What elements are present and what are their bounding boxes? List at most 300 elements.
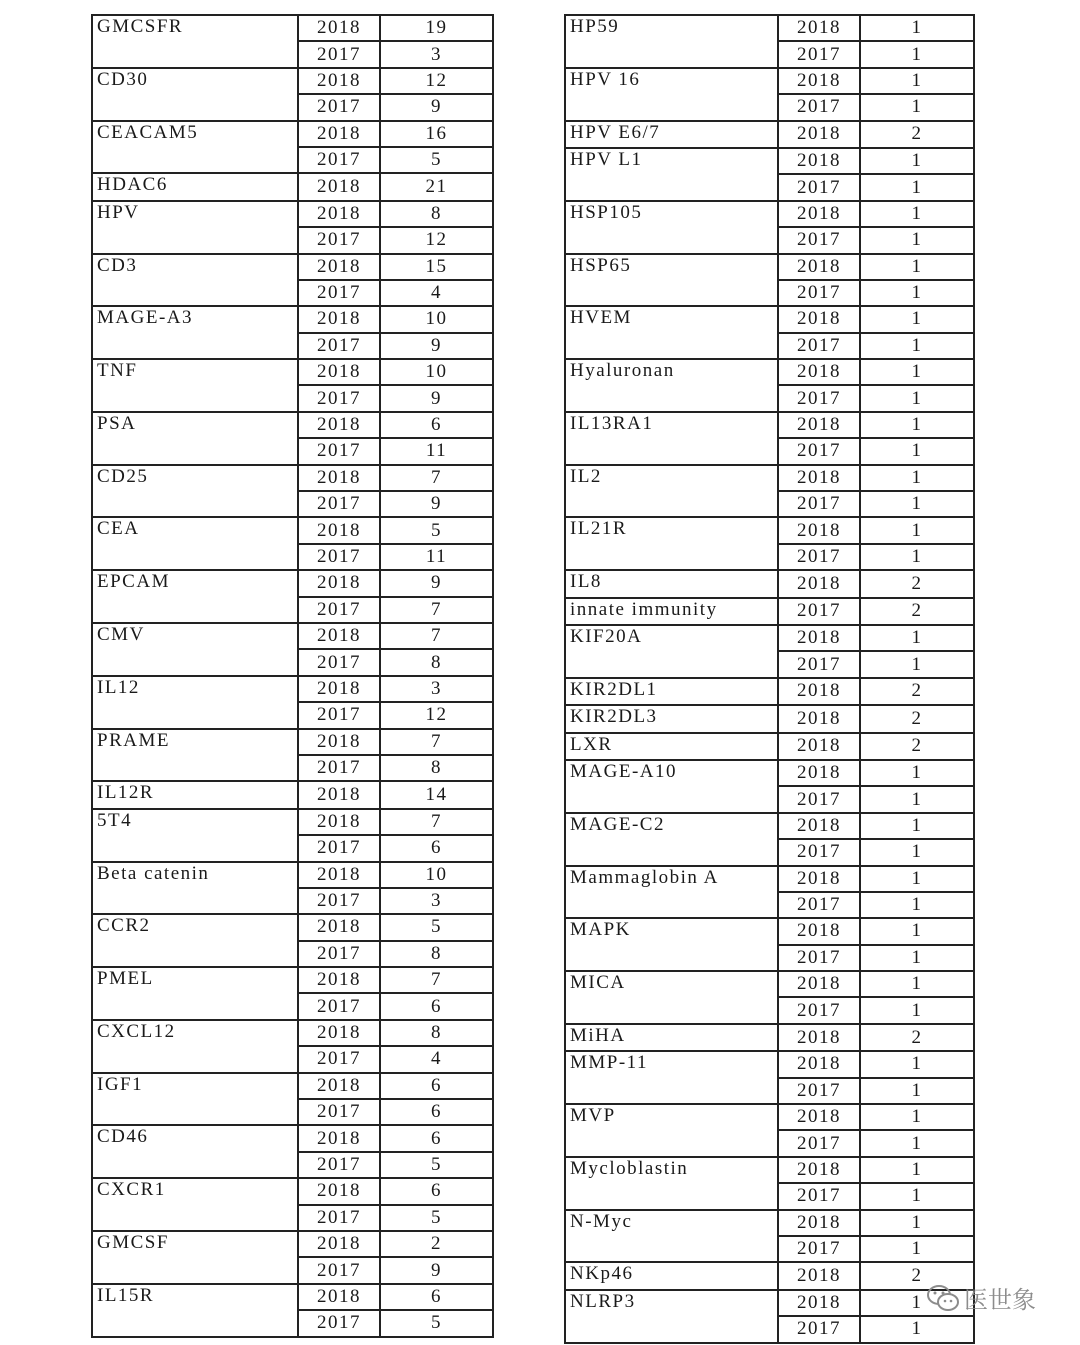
marker-name-cell: CCR2: [92, 914, 298, 967]
year-cell: 2018: [778, 1051, 860, 1077]
count-cell: 1: [860, 544, 974, 570]
table-row: [92, 914, 493, 940]
table-row: [565, 1290, 974, 1316]
marker-name-cell: HVEM: [565, 306, 778, 359]
year-cell: 2018: [298, 676, 380, 702]
year-cell: 2017: [298, 41, 380, 67]
year-cell: 2018: [778, 68, 860, 94]
marker-name-cell: PMEL: [92, 967, 298, 1020]
count-cell: 2: [860, 1262, 974, 1289]
year-cell: 2017: [778, 227, 860, 253]
year-cell: 2017: [298, 1099, 380, 1125]
year-cell: 2018: [298, 781, 380, 808]
count-cell: 3: [380, 888, 493, 914]
year-cell: 2017: [778, 41, 860, 67]
count-cell: 1: [860, 945, 974, 971]
count-cell: 12: [380, 227, 493, 253]
year-cell: 2018: [778, 121, 860, 148]
year-cell: 2018: [778, 1262, 860, 1289]
count-cell: 1: [860, 651, 974, 677]
year-cell: 2018: [778, 971, 860, 997]
marker-name-cell: HSP105: [565, 201, 778, 254]
marker-name-cell: HPV 16: [565, 68, 778, 121]
count-cell: 7: [380, 597, 493, 623]
table-row: [565, 813, 974, 839]
year-cell: 2018: [298, 862, 380, 888]
table-row: [565, 570, 974, 597]
marker-name-cell: Mammaglobin A: [565, 866, 778, 919]
year-cell: 2018: [298, 1178, 380, 1204]
table-row: [92, 1284, 493, 1310]
count-cell: 12: [380, 68, 493, 94]
count-cell: 9: [380, 94, 493, 120]
table-row: [92, 1125, 493, 1151]
year-cell: 2017: [298, 941, 380, 967]
year-cell: 2018: [778, 918, 860, 944]
count-cell: 6: [380, 993, 493, 1019]
year-cell: 2018: [778, 148, 860, 174]
marker-name-cell: CMV: [92, 623, 298, 676]
year-cell: 2017: [298, 1046, 380, 1072]
marker-name-cell: EPCAM: [92, 570, 298, 623]
table-row: [565, 148, 974, 174]
marker-name-cell: MAGE-A3: [92, 306, 298, 359]
count-cell: 1: [860, 359, 974, 385]
count-cell: 1: [860, 971, 974, 997]
marker-name-cell: 5T4: [92, 809, 298, 862]
table-row: [565, 68, 974, 94]
count-cell: 8: [380, 1020, 493, 1046]
count-cell: 16: [380, 121, 493, 147]
year-cell: 2018: [778, 705, 860, 732]
count-cell: 1: [860, 1130, 974, 1156]
marker-name-cell: HSP65: [565, 254, 778, 307]
count-cell: 19: [380, 15, 493, 41]
year-cell: 2017: [298, 993, 380, 1019]
count-cell: 5: [380, 1310, 493, 1336]
year-cell: 2018: [298, 201, 380, 227]
year-cell: 2017: [778, 786, 860, 812]
year-cell: 2017: [778, 892, 860, 918]
count-cell: 5: [380, 517, 493, 543]
marker-name-cell: NKp46: [565, 1262, 778, 1289]
count-cell: 12: [380, 702, 493, 728]
count-cell: 1: [860, 280, 974, 306]
year-cell: 2017: [778, 1130, 860, 1156]
marker-name-cell: CEA: [92, 517, 298, 570]
count-cell: 1: [860, 997, 974, 1023]
count-cell: 7: [380, 729, 493, 755]
count-cell: 2: [380, 1231, 493, 1257]
table-row: [565, 465, 974, 491]
count-cell: 8: [380, 649, 493, 675]
table-row: [92, 359, 493, 385]
count-cell: 6: [380, 1284, 493, 1310]
year-cell: 2018: [298, 570, 380, 596]
marker-name-cell: MVP: [565, 1104, 778, 1157]
marker-name-cell: innate immunity: [565, 598, 778, 625]
table-row: [92, 15, 493, 41]
count-cell: 4: [380, 1046, 493, 1072]
count-cell: 6: [380, 1125, 493, 1151]
count-cell: 1: [860, 201, 974, 227]
count-cell: 2: [860, 1024, 974, 1051]
marker-name-cell: MAGE-C2: [565, 813, 778, 866]
year-cell: 2018: [778, 359, 860, 385]
marker-name-cell: HDAC6: [92, 173, 298, 200]
year-cell: 2018: [298, 68, 380, 94]
year-cell: 2018: [778, 465, 860, 491]
count-cell: 9: [380, 333, 493, 359]
year-cell: 2018: [778, 1104, 860, 1130]
year-cell: 2018: [298, 1020, 380, 1046]
year-cell: 2018: [778, 1210, 860, 1236]
year-cell: 2018: [298, 1231, 380, 1257]
count-cell: 1: [860, 68, 974, 94]
count-cell: 1: [860, 1104, 974, 1130]
count-cell: 2: [860, 121, 974, 148]
count-cell: 11: [380, 544, 493, 570]
count-cell: 1: [860, 148, 974, 174]
right-data-table: [564, 14, 975, 1344]
count-cell: 7: [380, 809, 493, 835]
marker-name-cell: IL13RA1: [565, 412, 778, 465]
year-cell: 2018: [298, 729, 380, 755]
marker-name-cell: CD30: [92, 68, 298, 121]
year-cell: 2018: [298, 359, 380, 385]
year-cell: 2018: [298, 121, 380, 147]
table-row: [565, 412, 974, 438]
year-cell: 2017: [298, 280, 380, 306]
count-cell: 1: [860, 839, 974, 865]
year-cell: 2017: [298, 597, 380, 623]
table-row: [92, 121, 493, 147]
year-cell: 2018: [298, 967, 380, 993]
count-cell: 1: [860, 15, 974, 41]
count-cell: 14: [380, 781, 493, 808]
marker-name-cell: HPV E6/7: [565, 121, 778, 148]
count-cell: 5: [380, 147, 493, 173]
count-cell: 7: [380, 465, 493, 491]
count-cell: 11: [380, 438, 493, 464]
table-row: [92, 1020, 493, 1046]
table-row: [92, 412, 493, 438]
count-cell: 7: [380, 623, 493, 649]
table-row: [92, 862, 493, 888]
table-row: [92, 1178, 493, 1204]
marker-name-cell: IL12R: [92, 781, 298, 808]
count-cell: 6: [380, 412, 493, 438]
count-cell: 1: [860, 1078, 974, 1104]
marker-name-cell: CD46: [92, 1125, 298, 1178]
count-cell: 1: [860, 1157, 974, 1183]
count-cell: 1: [860, 813, 974, 839]
count-cell: 1: [860, 1290, 974, 1316]
year-cell: 2018: [778, 1157, 860, 1183]
table-row: [565, 1104, 974, 1130]
count-cell: 6: [380, 1073, 493, 1099]
count-cell: 4: [380, 280, 493, 306]
year-cell: 2018: [298, 465, 380, 491]
count-cell: 1: [860, 1210, 974, 1236]
table-row: [92, 68, 493, 94]
marker-name-cell: GMCSFR: [92, 15, 298, 68]
marker-name-cell: MICA: [565, 971, 778, 1024]
year-cell: 2018: [298, 412, 380, 438]
marker-name-cell: GMCSF: [92, 1231, 298, 1284]
count-cell: 1: [860, 1051, 974, 1077]
table-row: [565, 918, 974, 944]
count-cell: 1: [860, 174, 974, 200]
table-row: [565, 359, 974, 385]
marker-name-cell: N-Myc: [565, 1210, 778, 1263]
table-row: [92, 201, 493, 227]
marker-name-cell: KIR2DL1: [565, 678, 778, 705]
count-cell: 1: [860, 306, 974, 332]
table-row: [565, 254, 974, 280]
marker-name-cell: HP59: [565, 15, 778, 68]
year-cell: 2017: [778, 438, 860, 464]
table-row: [565, 1051, 974, 1077]
table-row: [565, 306, 974, 332]
count-cell: 1: [860, 1183, 974, 1209]
marker-name-cell: HPV L1: [565, 148, 778, 201]
year-cell: 2017: [298, 835, 380, 861]
year-cell: 2018: [778, 1290, 860, 1316]
count-cell: 1: [860, 491, 974, 517]
count-cell: 9: [380, 491, 493, 517]
year-cell: 2017: [778, 651, 860, 677]
marker-name-cell: LXR: [565, 733, 778, 760]
year-cell: 2018: [298, 1073, 380, 1099]
marker-name-cell: MiHA: [565, 1024, 778, 1051]
marker-name-cell: IL8: [565, 570, 778, 597]
table-row: [565, 971, 974, 997]
count-cell: 9: [380, 570, 493, 596]
table-row: [565, 1024, 974, 1051]
year-cell: 2018: [298, 914, 380, 940]
count-cell: 1: [860, 892, 974, 918]
count-cell: 6: [380, 835, 493, 861]
year-cell: 2017: [298, 147, 380, 173]
year-cell: 2017: [298, 491, 380, 517]
table-row: [92, 254, 493, 280]
year-cell: 2017: [778, 385, 860, 411]
year-cell: 2017: [298, 1257, 380, 1283]
table-row: [92, 809, 493, 835]
year-cell: 2017: [778, 544, 860, 570]
count-cell: 5: [380, 1152, 493, 1178]
year-cell: 2017: [778, 839, 860, 865]
count-cell: 1: [860, 786, 974, 812]
count-cell: 1: [860, 254, 974, 280]
count-cell: 2: [860, 678, 974, 705]
count-cell: 1: [860, 517, 974, 543]
table-row: [565, 760, 974, 786]
count-cell: 3: [380, 676, 493, 702]
year-cell: 2017: [778, 1316, 860, 1342]
marker-name-cell: HPV: [92, 201, 298, 254]
year-cell: 2017: [778, 997, 860, 1023]
count-cell: 1: [860, 465, 974, 491]
left-data-table: [91, 14, 494, 1338]
table-row: [565, 1210, 974, 1236]
count-cell: 1: [860, 412, 974, 438]
year-cell: 2018: [778, 517, 860, 543]
year-cell: 2018: [298, 623, 380, 649]
count-cell: 3: [380, 41, 493, 67]
year-cell: 2018: [778, 570, 860, 597]
count-cell: 1: [860, 385, 974, 411]
year-cell: 2017: [778, 94, 860, 120]
year-cell: 2017: [778, 174, 860, 200]
year-cell: 2018: [778, 813, 860, 839]
marker-name-cell: KIR2DL3: [565, 705, 778, 732]
table-row: [565, 1262, 974, 1289]
table-row: [92, 517, 493, 543]
year-cell: 2018: [778, 306, 860, 332]
count-cell: 1: [860, 1316, 974, 1342]
marker-name-cell: MMP-11: [565, 1051, 778, 1104]
count-cell: 1: [860, 760, 974, 786]
year-cell: 2018: [778, 866, 860, 892]
count-cell: 9: [380, 1257, 493, 1283]
marker-name-cell: IL15R: [92, 1284, 298, 1337]
marker-name-cell: MAPK: [565, 918, 778, 971]
marker-name-cell: CXCL12: [92, 1020, 298, 1073]
table-row: [92, 173, 493, 200]
year-cell: 2017: [298, 702, 380, 728]
table-row: [92, 570, 493, 596]
table-row: [565, 201, 974, 227]
count-cell: 5: [380, 914, 493, 940]
table-row: [92, 465, 493, 491]
wechat-icon: [926, 1283, 960, 1313]
marker-name-cell: TNF: [92, 359, 298, 412]
table-row: [92, 781, 493, 808]
year-cell: 2018: [298, 517, 380, 543]
year-cell: 2018: [778, 412, 860, 438]
year-cell: 2018: [778, 760, 860, 786]
year-cell: 2017: [298, 888, 380, 914]
year-cell: 2017: [298, 649, 380, 675]
year-cell: 2018: [298, 1284, 380, 1310]
marker-name-cell: Beta catenin: [92, 862, 298, 915]
marker-name-cell: PRAME: [92, 729, 298, 782]
year-cell: 2018: [298, 809, 380, 835]
watermark: [926, 1280, 1036, 1315]
year-cell: 2018: [778, 1024, 860, 1051]
count-cell: 15: [380, 254, 493, 280]
count-cell: 9: [380, 385, 493, 411]
year-cell: 2018: [298, 1125, 380, 1151]
year-cell: 2017: [778, 491, 860, 517]
count-cell: 8: [380, 755, 493, 781]
marker-name-cell: Mycloblastin: [565, 1157, 778, 1210]
table-row: [565, 733, 974, 760]
year-cell: 2017: [298, 1205, 380, 1231]
year-cell: 2018: [778, 733, 860, 760]
count-cell: 10: [380, 306, 493, 332]
year-cell: 2018: [298, 306, 380, 332]
marker-name-cell: CD25: [92, 465, 298, 518]
table-row: [565, 705, 974, 732]
count-cell: 2: [860, 598, 974, 625]
year-cell: 2017: [298, 94, 380, 120]
count-cell: 1: [860, 866, 974, 892]
count-cell: 10: [380, 862, 493, 888]
count-cell: 1: [860, 918, 974, 944]
count-cell: 1: [860, 438, 974, 464]
year-cell: 2017: [778, 598, 860, 625]
year-cell: 2017: [298, 385, 380, 411]
marker-name-cell: NLRP3: [565, 1290, 778, 1343]
table-row: [565, 866, 974, 892]
count-cell: 1: [860, 625, 974, 651]
count-cell: 1: [860, 41, 974, 67]
marker-name-cell: MAGE-A10: [565, 760, 778, 813]
year-cell: 2018: [778, 625, 860, 651]
year-cell: 2017: [298, 1152, 380, 1178]
marker-name-cell: Hyaluronan: [565, 359, 778, 412]
year-cell: 2017: [778, 333, 860, 359]
count-cell: 7: [380, 967, 493, 993]
count-cell: 10: [380, 359, 493, 385]
count-cell: 21: [380, 173, 493, 200]
year-cell: 2017: [298, 438, 380, 464]
marker-name-cell: CD3: [92, 254, 298, 307]
year-cell: 2017: [778, 280, 860, 306]
table-row: [92, 967, 493, 993]
marker-name-cell: KIF20A: [565, 625, 778, 678]
count-cell: 1: [860, 94, 974, 120]
year-cell: 2018: [298, 173, 380, 200]
year-cell: 2018: [298, 15, 380, 41]
count-cell: 6: [380, 1178, 493, 1204]
marker-name-cell: IL21R: [565, 517, 778, 570]
count-cell: 2: [860, 733, 974, 760]
table-row: [565, 15, 974, 41]
year-cell: 2017: [778, 945, 860, 971]
watermark-text: 医世象: [964, 1286, 1036, 1314]
count-cell: 8: [380, 201, 493, 227]
year-cell: 2017: [298, 1310, 380, 1336]
year-cell: 2018: [778, 15, 860, 41]
marker-name-cell: IL12: [92, 676, 298, 729]
year-cell: 2018: [778, 254, 860, 280]
table-row: [565, 517, 974, 543]
year-cell: 2018: [298, 254, 380, 280]
year-cell: 2018: [778, 678, 860, 705]
marker-name-cell: CEACAM5: [92, 121, 298, 174]
count-cell: 5: [380, 1205, 493, 1231]
year-cell: 2017: [778, 1078, 860, 1104]
count-cell: 2: [860, 570, 974, 597]
count-cell: 1: [860, 227, 974, 253]
table-row: [565, 598, 974, 625]
marker-name-cell: CXCR1: [92, 1178, 298, 1231]
table-row: [565, 1157, 974, 1183]
year-cell: 2017: [778, 1183, 860, 1209]
year-cell: 2017: [298, 227, 380, 253]
table-row: [92, 1073, 493, 1099]
count-cell: 6: [380, 1099, 493, 1125]
count-cell: 2: [860, 705, 974, 732]
table-row: [565, 121, 974, 148]
marker-name-cell: IL2: [565, 465, 778, 518]
table-row: [92, 306, 493, 332]
count-cell: 1: [860, 1236, 974, 1262]
